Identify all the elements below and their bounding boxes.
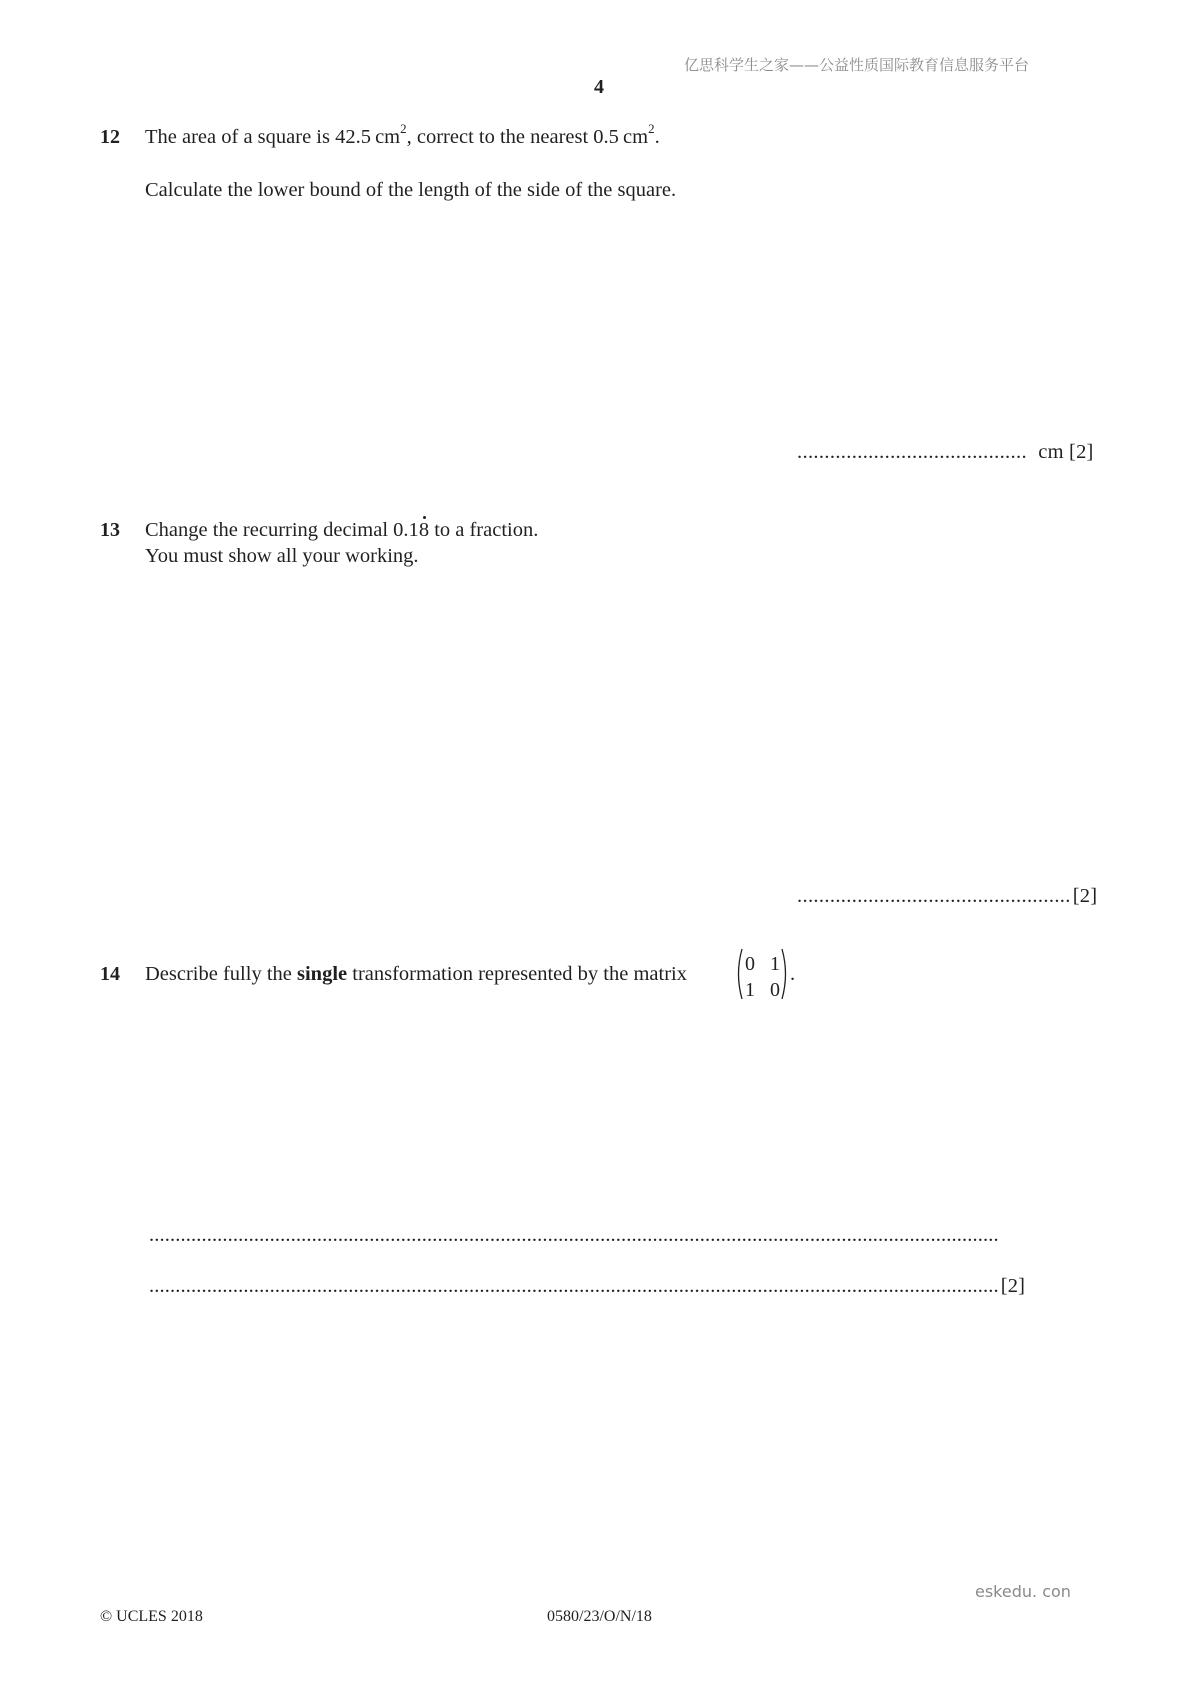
question-number-14: 14 [100,963,120,985]
q13-text-b: to a fraction. [429,519,539,541]
matrix-right-bracket [782,949,786,999]
q12-sup-2: 2 [648,121,655,137]
question-number-13: 13 [100,519,120,541]
q12-text-b: , correct to the nearest 0.5 cm [406,126,649,148]
q14-matrix [733,946,791,1007]
page-number: 4 [594,76,604,98]
q12-text-a: The area of a square is 42.5 cm [145,126,401,148]
matrix-brackets [733,946,791,1002]
header-watermark: 亿思科学生之家——公益性质国际教育信息服务平台 [684,56,1030,74]
q14-answer-dots-2: .................................................................................................................................................................. [149,1275,999,1297]
matrix-r1c1: 0 [745,953,755,975]
matrix-r2c2: 0 [770,979,780,1001]
q12-instruction: Calculate the lower bound of the length of the side of the square. [145,179,677,201]
q14-text-bold: single [297,963,348,985]
q12-answer-unit: cm [2] [1038,441,1094,463]
q14-answer-line-2 [149,1275,1025,1298]
matrix-left-bracket [739,949,743,999]
q14-text-a: Describe fully the [145,963,297,985]
q14-statement [145,963,687,986]
footer-paper-code: 0580/23/O/N/18 [547,1608,652,1625]
q12-answer-dots: .......................................... [797,441,1027,463]
q12-answer-line [797,441,1094,464]
q12-statement [145,121,660,149]
matrix-r2c1: 1 [745,979,755,1001]
q13-answer-line [797,885,1097,908]
q12-sup-1: 2 [400,121,407,137]
q14-text-b: transformation represented by the matrix [347,963,687,985]
q12-text-c: . [654,126,660,148]
q14-answer-dots-1: .................................................................................................................................................................. [149,1224,999,1246]
q14-answer-line-1 [149,1224,999,1247]
footer-site-watermark: eskedu. con [975,1582,1071,1601]
q13-text-a: Change the recurring decimal 0.1 [145,519,419,541]
footer-copyright: © UCLES 2018 [100,1608,203,1625]
q13-answer-dots: .................................................. [797,885,1071,907]
q13-recurring-digit: 8 [418,519,430,541]
q14-answer-marks: [2] [1000,1275,1026,1297]
matrix-r1c2: 1 [770,953,780,975]
q13-statement [145,519,538,542]
q13-instruction: You must show all your working. [145,545,419,567]
question-number-12: 12 [100,126,120,148]
q13-answer-marks: [2] [1072,885,1098,907]
q14-text-end: . [790,963,796,985]
